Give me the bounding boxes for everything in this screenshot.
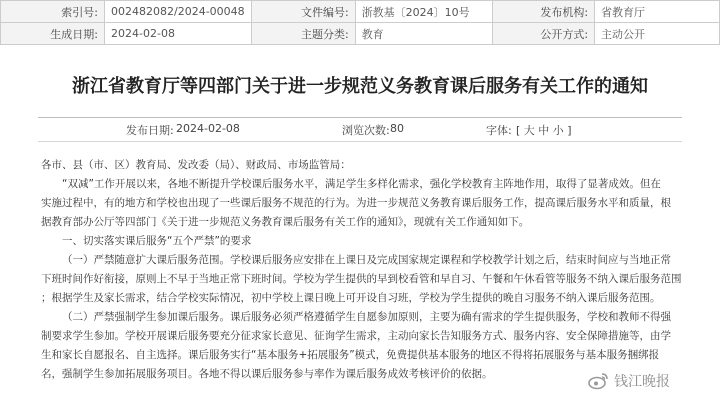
publish-date-value: 2024-02-08 xyxy=(176,122,240,135)
doc-number-value: 浙教基〔2024〕10号 xyxy=(355,1,492,23)
views-label: 浏览次数: xyxy=(342,124,390,137)
doc-number-label: 文件编号: xyxy=(251,1,355,23)
font-size-selector[interactable]: [ 大 中 小 ] xyxy=(516,124,572,137)
body-line: 据教育部办公厅等四部门《关于进一步规范义务教育课后服务有关工作的通知》，现就有关工作通知如下。 xyxy=(41,216,530,228)
font-size-label: 字体: xyxy=(486,124,512,137)
meta-row-1 xyxy=(1,1,720,23)
body-line: 下班时间作好衔接，原则上不早于当地正常下班时间。学校为学生提供的早到校看管和早自习、午餐和午休看管等服务不纳入课后服务范围 xyxy=(41,273,682,285)
body-line: 制要求学生参加。学校开展课后服务要充分征求家长意见、征询学生需求，主动向家长告知服务方式、服务内容、安全保障措施等，由学 xyxy=(41,330,671,342)
index-label: 索引号: xyxy=(1,1,105,23)
body-line: ；根据学生及家长需求，结合学校实际情况，初中学校上课日晚上可开设自习班，学校为学生提供的晚自习服务不纳入课后服务范围。 xyxy=(41,292,661,304)
body-line: 一、切实落实课后服务“五个严禁”的要求 xyxy=(62,235,252,247)
publisher-value: 省教育厅 xyxy=(595,1,720,23)
body-line: （一）严禁随意扩大课后服务范围。学校课后服务应安排在上课日及完成国家规定课程和学校教学计划之后，结束时间应与当地正常 xyxy=(62,254,671,266)
document-meta-table xyxy=(0,0,720,45)
body-line: 生和家长自愿报名、自主选择。课后服务实行“基本服务+拓展服务”模式，免费提供基本服务的地区不得将拓展服务与基本服务捆绑报 xyxy=(41,349,660,361)
disclosure-value: 主动公开 xyxy=(595,23,720,45)
created-date-label: 生成日期: xyxy=(1,23,105,45)
index-value: 002482082/2024-00048 xyxy=(105,1,252,23)
body-line: 名，强制学生参加拓展服务项目。各地不得以课后服务参与率作为课后服务成效考核评价的依据。 xyxy=(41,368,493,380)
topic-label: 主题分类: xyxy=(251,23,355,45)
weibo-logo-icon xyxy=(588,372,610,390)
body-line: （二）严禁强制学生参加课后服务。课后服务必须严格遵循学生自愿参加原则，主要为确有需求的学生提供服务，学校和教师不得强 xyxy=(62,311,671,323)
body-line: “双减”工作开展以来，各地不断提升学校课后服务水平，满足学生多样化需求，强化学校教育主阵地作用，取得了显著成效。但在 xyxy=(62,178,661,190)
publisher-label: 发布机构: xyxy=(492,1,594,23)
info-divider xyxy=(38,141,682,142)
views-count: 80 xyxy=(390,122,404,135)
created-date-value: 2024-02-08 xyxy=(105,23,252,45)
article-body xyxy=(41,156,683,384)
topic-value: 教育 xyxy=(355,23,492,45)
body-line: 各市、县（市、区）教育局、发改委（局）、财政局、市场监管局： xyxy=(41,159,351,171)
watermark xyxy=(588,368,670,394)
page-title: 浙江省教育厅等四部门关于进一步规范义务教育课后服务有关工作的通知 xyxy=(72,76,648,97)
disclosure-label: 公开方式: xyxy=(492,23,594,45)
watermark-text: 钱江晚报 xyxy=(614,374,670,390)
publish-date-label: 发布日期: xyxy=(126,124,174,137)
article-info-bar xyxy=(0,118,720,140)
body-line: 实施过程中，有的地方和学校也出现了一些课后服务不规范的行为。为进一步规范义务教育课后服务工作，提高课后服务水平和质量，根 xyxy=(41,197,671,209)
meta-row-2 xyxy=(1,23,720,45)
